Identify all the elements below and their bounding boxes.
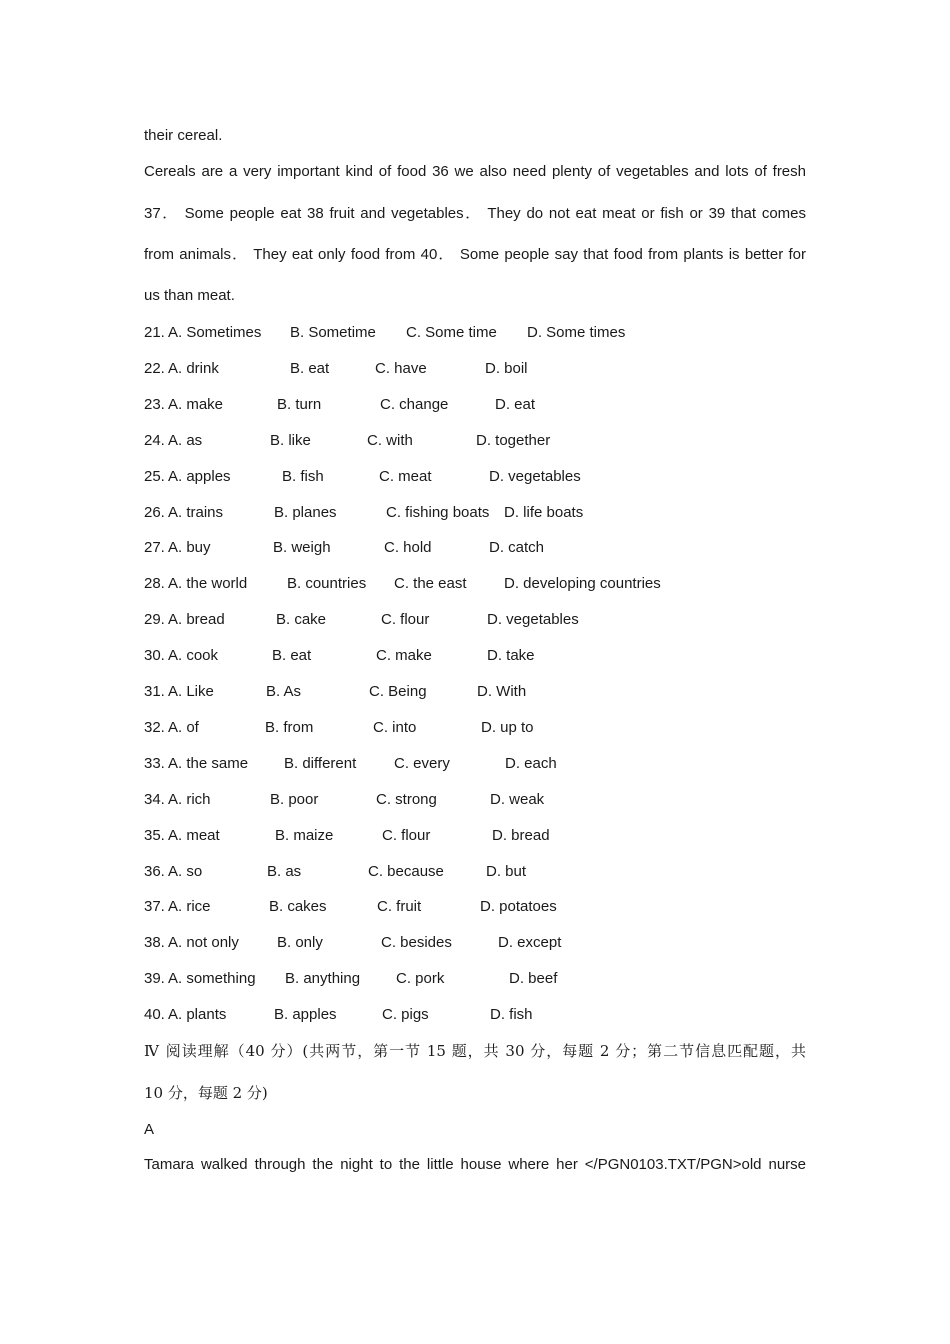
question-number: 32.	[144, 718, 165, 736]
option-b: B. like	[270, 431, 311, 449]
option-a: A. apples	[168, 467, 231, 485]
section-heading-line-2: 10 分，每题 2 分)	[144, 1084, 268, 1102]
option-a: A. something	[168, 970, 256, 988]
option-c: C. because	[368, 862, 444, 880]
option-c: C. the east	[394, 575, 467, 593]
option-b: B. from	[265, 718, 314, 736]
option-a: A. not only	[168, 934, 239, 952]
option-a: A. as	[168, 431, 203, 449]
option-b: B. maize	[275, 826, 334, 844]
option-d: D. but	[486, 862, 527, 880]
question-number: 29.	[144, 611, 165, 629]
option-c: C. flour	[381, 611, 430, 629]
question-number: 33.	[144, 754, 165, 772]
question-number: 25.	[144, 467, 165, 485]
question-number: 31.	[144, 683, 165, 700]
option-d: D. up to	[481, 718, 534, 736]
option-d: D. developing countries	[504, 575, 661, 593]
option-c: C. hold	[384, 539, 432, 557]
option-c: C. change	[380, 395, 449, 413]
question-number: 39.	[144, 970, 165, 988]
option-d: D. together	[476, 431, 551, 449]
option-d: D. boil	[485, 359, 528, 377]
question-number: 30.	[144, 647, 165, 665]
option-a: A. plants	[168, 1006, 227, 1024]
option-c: C. every	[394, 754, 450, 772]
option-a: A. cook	[168, 647, 219, 665]
question-number: 26.	[144, 503, 165, 521]
option-c: C. pork	[396, 970, 445, 988]
option-d: D. vegetables	[489, 467, 581, 485]
option-b: B. eat	[272, 647, 312, 665]
question-number: 35.	[144, 826, 165, 844]
part-label: A	[144, 1121, 155, 1138]
option-b: B. turn	[277, 395, 322, 413]
option-b: B. countries	[287, 575, 367, 593]
option-b: B. cakes	[269, 898, 327, 916]
option-a: A. buy	[168, 539, 211, 557]
option-c: C. besides	[381, 934, 452, 952]
option-c: C. meat	[379, 467, 432, 485]
option-a: A. rich	[168, 790, 211, 808]
option-b: B. weigh	[273, 539, 331, 557]
question-number: 28.	[144, 575, 165, 593]
question-number: 22.	[144, 359, 165, 377]
option-b: B. Sometime	[290, 324, 376, 341]
option-a: A. bread	[168, 611, 225, 629]
question-number: 27.	[144, 539, 165, 557]
option-a: A. make	[168, 395, 224, 413]
option-a: A. Sometimes	[168, 324, 262, 341]
option-a: A. drink	[168, 359, 219, 377]
option-d: D. potatoes	[480, 898, 557, 916]
option-c: C. have	[375, 359, 427, 377]
question-number: 38.	[144, 934, 165, 952]
option-c: C. with	[367, 431, 413, 449]
option-d: D. catch	[489, 539, 545, 557]
option-d: D. bread	[492, 826, 550, 844]
option-b: B. only	[277, 934, 323, 952]
option-b: B. anything	[285, 970, 361, 988]
option-c: C. strong	[376, 790, 437, 808]
option-d: D. weak	[490, 790, 545, 808]
option-d: D. With	[477, 683, 527, 700]
question-number: 36.	[144, 862, 165, 880]
question-number: 37.	[144, 898, 165, 916]
option-d: D. beef	[509, 970, 558, 988]
option-d: D. fish	[490, 1006, 533, 1024]
passage-line-4: from animals． They eat only food from 40． Some people say that food from plants is better for	[144, 246, 806, 263]
question-number: 23.	[144, 395, 165, 413]
option-c: C. Some time	[406, 324, 497, 341]
reading-line-1: Tamara walked through the night to the little house where her </PGN0103.TXT/PGN>old nurse	[144, 1156, 806, 1173]
option-a: A. rice	[168, 898, 211, 916]
option-d: D. each	[505, 754, 557, 772]
option-c: C. flour	[382, 826, 431, 844]
option-d: D. eat	[495, 395, 536, 413]
section-heading-line-1: Ⅳ 阅读理解（40 分）(共两节，第一节 15 题，共 30 分，每题 2 分；第二节信息匹配题，共	[144, 1042, 806, 1060]
option-a: A. Like	[168, 683, 214, 700]
option-d: D. Some times	[527, 324, 626, 341]
option-b: B. fish	[282, 467, 324, 485]
option-b: B. planes	[274, 503, 337, 521]
question-number: 40.	[144, 1006, 165, 1024]
passage-line-5: us than meat.	[144, 287, 235, 304]
option-b: B. as	[267, 862, 302, 880]
option-d: D. life boats	[504, 503, 584, 521]
option-d: D. take	[487, 647, 535, 665]
option-c: C. pigs	[382, 1006, 429, 1024]
option-b: B. apples	[274, 1006, 337, 1024]
option-a: A. the same	[168, 754, 249, 772]
option-c: C. fruit	[377, 898, 422, 916]
question-number: 24.	[144, 431, 165, 449]
question-number: 34.	[144, 790, 165, 808]
option-b: B. As	[266, 683, 302, 700]
passage-line-1: their cereal.	[144, 127, 223, 144]
option-c: C. fishing boats	[386, 503, 490, 521]
option-d: D. vegetables	[487, 611, 579, 629]
option-b: B. poor	[270, 790, 319, 808]
option-a: A. of	[168, 718, 199, 736]
option-c: C. make	[376, 647, 432, 665]
option-a: A. meat	[168, 826, 220, 844]
option-d: D. except	[498, 934, 562, 952]
option-b: B. different	[284, 754, 357, 772]
option-a: A. so	[168, 862, 203, 880]
passage-line-3: 37． Some people eat 38 fruit and vegetables． They do not eat meat or fish or 39 that comes	[144, 205, 806, 222]
question-number: 21.	[144, 324, 165, 341]
option-b: B. cake	[276, 611, 327, 629]
option-c: C. into	[373, 718, 417, 736]
option-c: C. Being	[369, 683, 427, 700]
option-a: A. the world	[168, 575, 248, 593]
option-a: A. trains	[168, 503, 224, 521]
passage-line-2: Cereals are a very important kind of food 36 we also need plenty of vegetables and lots of fresh	[144, 163, 806, 180]
option-b: B. eat	[290, 359, 330, 377]
